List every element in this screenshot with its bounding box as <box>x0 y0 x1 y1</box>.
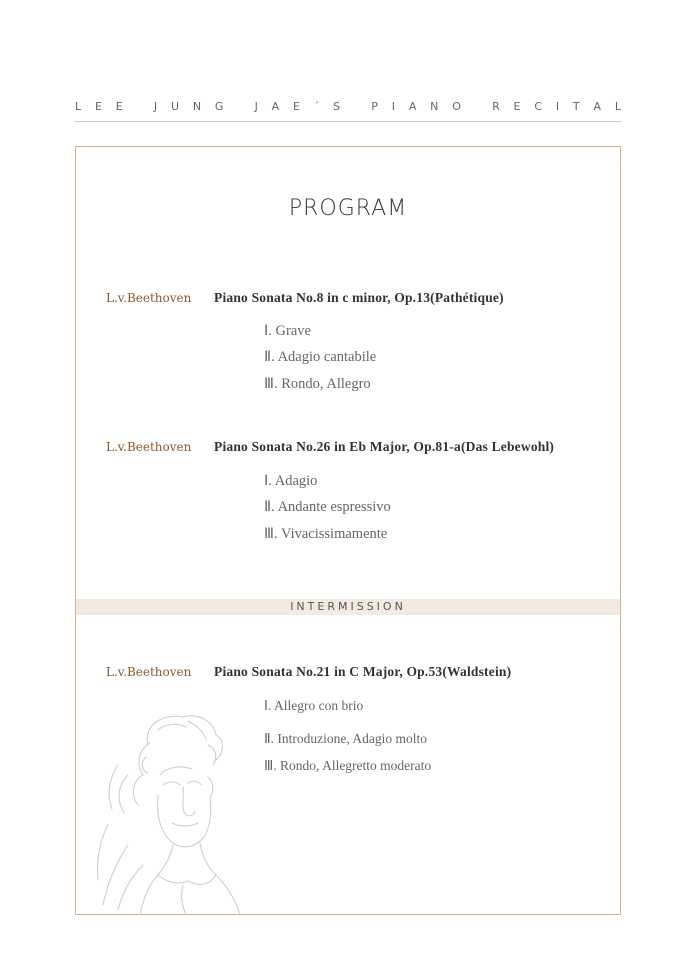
program-title: PROGRAM <box>288 196 408 221</box>
header-letter: J <box>254 100 258 113</box>
header-letter: R <box>492 100 500 113</box>
piece-title: Piano Sonata No.26 in Eb Major, Op.81-a(Das Lebewohl) <box>214 439 555 454</box>
header-letter <box>137 100 141 113</box>
composer-name: L.v.Beethoven <box>106 665 192 679</box>
header-letter: E <box>293 100 300 113</box>
intermission-label: INTERMISSION <box>290 600 406 613</box>
header-letter: A <box>408 100 417 113</box>
header-letter: U <box>170 100 179 113</box>
movement-item: Ⅱ. Andante espressivo <box>264 499 391 515</box>
header-letter: P <box>371 100 378 113</box>
recital-header <box>75 100 621 113</box>
composer-name: L.v.Beethoven <box>106 291 192 305</box>
header-letter: A <box>271 100 280 113</box>
movement-item: Ⅰ. Allegro con brio <box>264 698 364 713</box>
header-letter: N <box>192 100 202 113</box>
beethoven-portrait-sketch <box>88 705 258 915</box>
piece-title: Piano Sonata No.8 in c minor, Op.13(Pathétique) <box>214 290 504 305</box>
header-letter: E <box>94 100 102 113</box>
piece-title: Piano Sonata No.21 in C Major, Op.53(Waldstein) <box>214 664 512 679</box>
header-letter: A <box>593 100 602 113</box>
header-letter <box>237 100 241 113</box>
header-letter: S <box>333 100 341 113</box>
header-letter: O <box>452 100 461 113</box>
composer-name: L.v.Beethoven <box>106 440 192 454</box>
movement-item: Ⅱ. Introduzione, Adagio molto <box>264 731 427 746</box>
header-letter: G <box>214 100 224 113</box>
header-letter: I <box>555 100 560 113</box>
header-letter: N <box>430 100 439 113</box>
movement-item: Ⅲ. Rondo, Allegretto moderato <box>264 758 432 773</box>
header-letter: ´ <box>313 100 320 113</box>
header-letter: T <box>572 100 580 113</box>
header-letter: L <box>614 100 621 113</box>
movement-item: Ⅲ. Rondo, Allegro <box>264 376 371 392</box>
movement-item: Ⅰ. Adagio <box>264 473 318 489</box>
header-letter: J <box>153 100 158 113</box>
movement-item: Ⅲ. Vivacissimamente <box>264 526 388 542</box>
header-letter: I <box>391 100 395 113</box>
movement-item: Ⅰ. Grave <box>264 323 311 339</box>
header-letter: E <box>115 100 123 113</box>
movement-item: Ⅱ. Adagio cantabile <box>264 349 377 365</box>
header-letter: L <box>75 100 82 113</box>
header-divider <box>75 121 621 122</box>
header-letter <box>475 100 479 113</box>
header-letter <box>354 100 358 113</box>
header-letter: E <box>513 100 521 113</box>
header-letter: C <box>534 100 543 113</box>
